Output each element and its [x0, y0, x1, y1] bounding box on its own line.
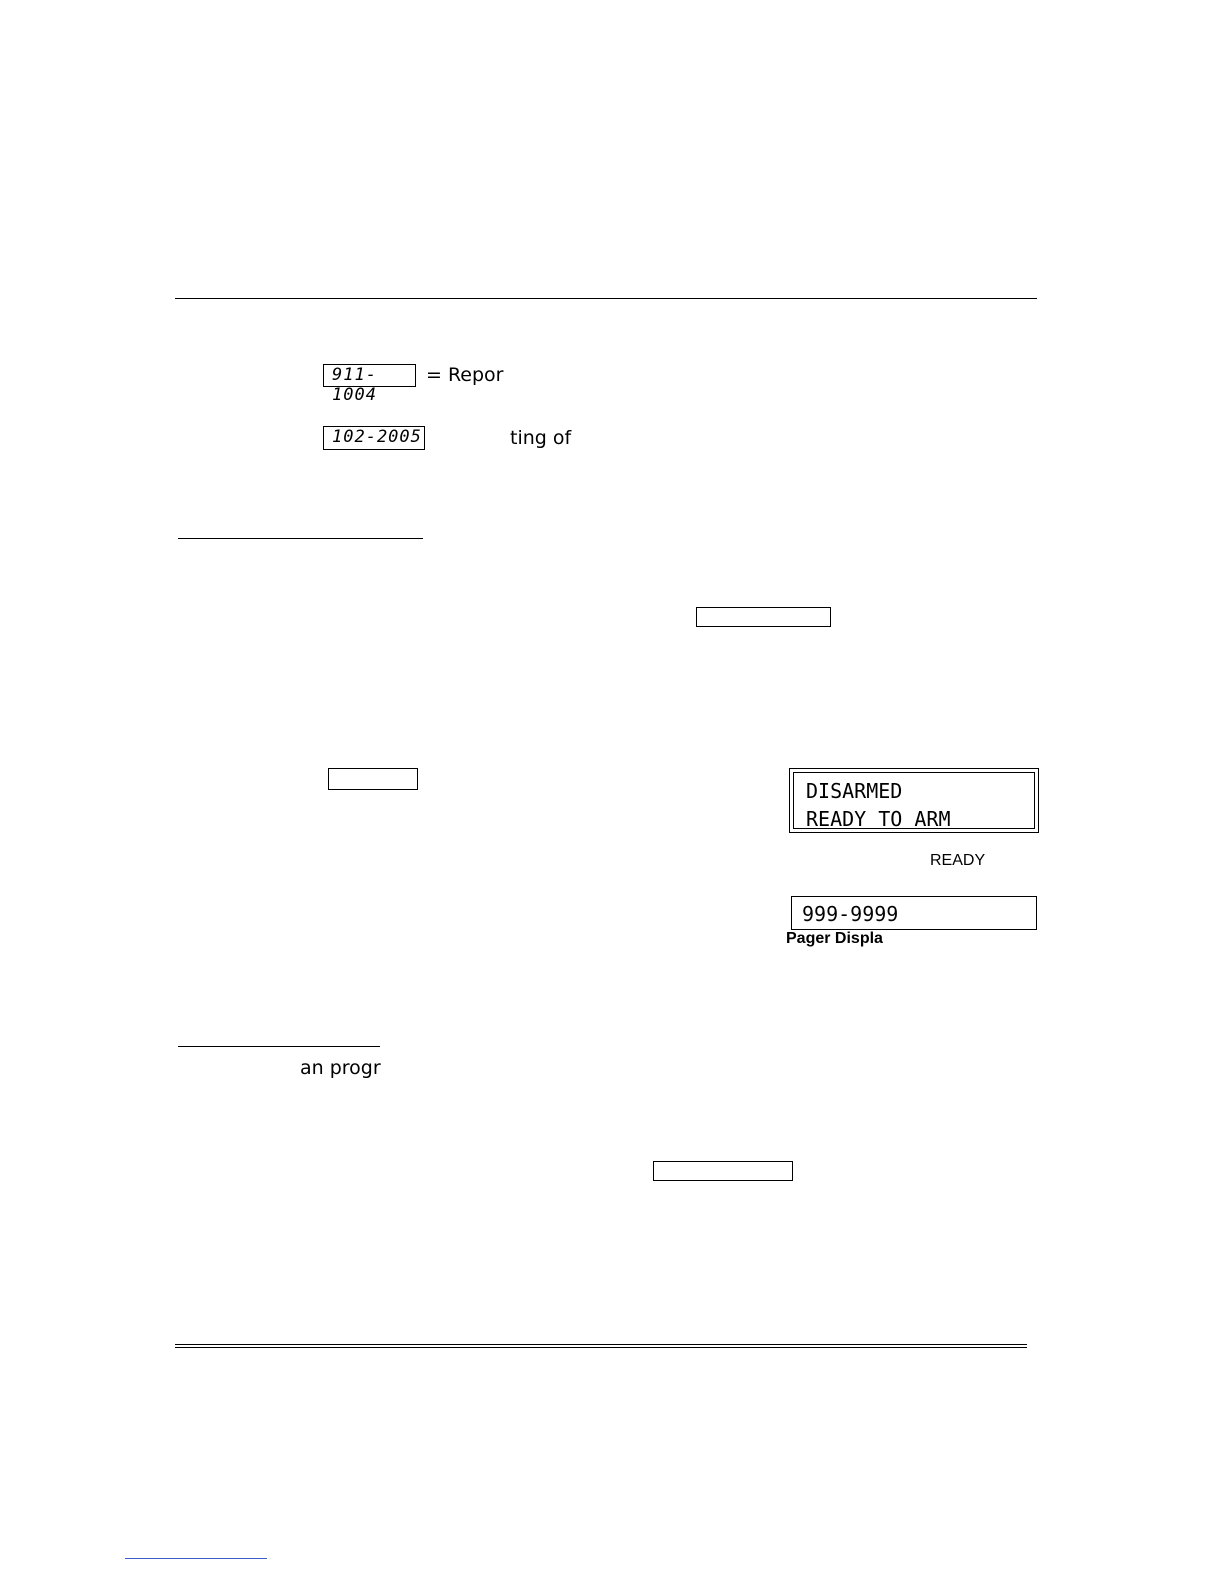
report-code-2-description: ting of	[510, 427, 572, 449]
header-rule	[175, 298, 1037, 299]
section-2-text-fragment: an progr	[300, 1057, 381, 1079]
report-code-1-description: = Repor	[426, 364, 504, 386]
keypad-lcd-display	[789, 768, 1039, 833]
key-box-1	[696, 607, 831, 627]
pager-display	[791, 896, 1037, 930]
section-heading-underline-2	[178, 1046, 380, 1047]
report-code-box-2	[323, 426, 425, 450]
lcd-line-2: READY TO ARM	[806, 807, 951, 831]
footer-rule	[175, 1344, 1027, 1348]
report-code-1: 911-1004	[332, 365, 377, 405]
key-box-2	[328, 768, 418, 790]
keypad-lcd-inner-frame	[793, 772, 1035, 829]
pager-display-caption: Pager Displa	[786, 930, 883, 947]
ready-label: READY	[930, 852, 986, 869]
key-box-3	[653, 1161, 793, 1181]
footer-link-underline[interactable]	[125, 1558, 267, 1559]
section-heading-underline-1	[178, 538, 423, 539]
pager-display-value: 999-9999	[802, 902, 899, 926]
report-code-box-1	[323, 364, 416, 405]
lcd-line-1: DISARMED	[806, 779, 903, 803]
report-code-2: 102-2005	[332, 427, 422, 447]
